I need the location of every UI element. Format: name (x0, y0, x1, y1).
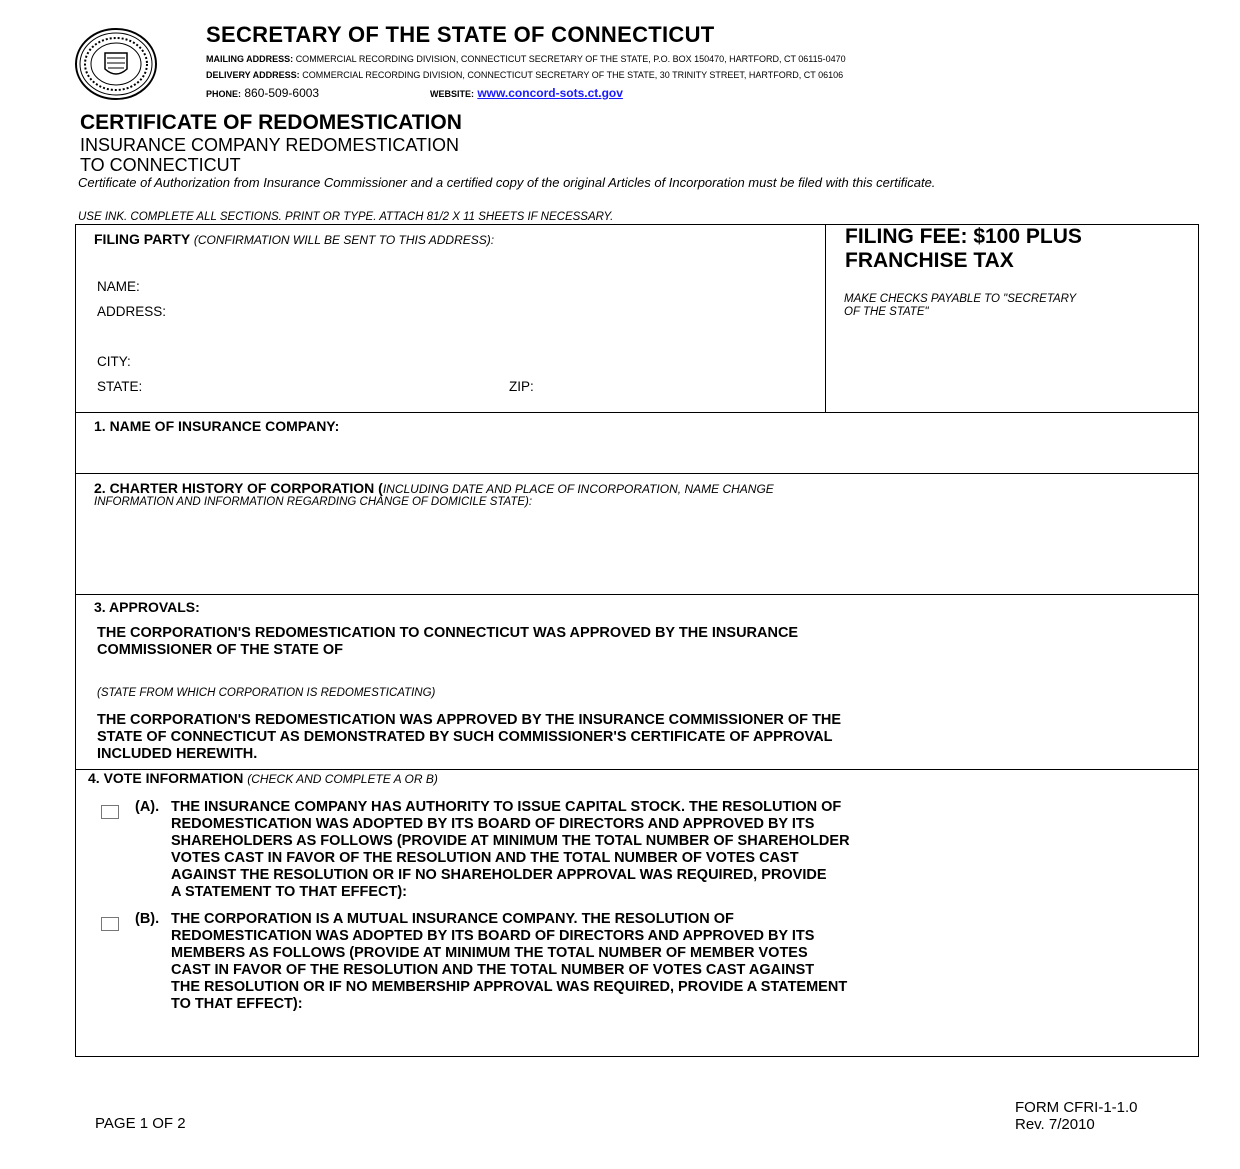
option-a-checkbox[interactable] (101, 805, 119, 819)
state-seal-logo (74, 27, 158, 101)
page-number: PAGE 1 OF 2 (95, 1115, 186, 1132)
delivery-address-label: DELIVERY ADDRESS: (206, 70, 300, 80)
section-3-label: 3. APPROVALS: (94, 599, 200, 615)
section-4-box (75, 770, 1199, 1057)
website-line (430, 86, 623, 100)
zip-field-label: ZIP: (509, 379, 534, 394)
option-b-marker: (B). (135, 911, 160, 927)
option-a-marker: (A). (135, 799, 160, 815)
section-3-state-note: (STATE FROM WHICH CORPORATION IS REDOMESTICATING) (97, 687, 436, 699)
section-3-ct-approval-text: THE CORPORATION'S REDOMESTICATION WAS APPROVED BY THE INSURANCE COMMISSIONER OF THE STATE OF CONNECTICUT AS DEMONSTRATED BY SUCH COMMISSIONER'S CERTIFICATE OF APPROVAL INCLUDED HEREWITH. (97, 712, 842, 762)
section-2-label: 2. CHARTER HISTORY OF CORPORATION (INCLUDING DATE AND PLACE OF INCORPORATION, NAME CHANGE (94, 480, 774, 496)
filing-fee-line-2: FRANCHISE TAX (845, 249, 1014, 272)
option-b-text: THE CORPORATION IS A MUTUAL INSURANCE COMPANY. THE RESOLUTION OF REDOMESTICATION WAS ADOPTED BY ITS BOARD OF DIRECTORS AND APPROVED BY ITS MEMBERS AS FOLLOWS (PROVIDE AT MINIMUM THE TOTAL NUMBER OF MEMBER VOTES CAST IN FAVOR OF THE RESOLUTION AND THE TOTAL NUMBER OF VOTES CAST AGAINST THE RESOLUTION OR IF NO MEMBERSHIP APPROVAL WAS REQUIRED, PROVIDE A STATEMENT TO THAT EFFECT): (171, 911, 848, 1012)
section-4-label: 4. VOTE INFORMATION (CHECK AND COMPLETE A OR B) (88, 770, 438, 786)
address-field-label: ADDRESS: (97, 304, 167, 319)
delivery-address (206, 70, 843, 80)
name-field-label: NAME: (97, 279, 140, 294)
section-2-box (75, 474, 1199, 595)
document-subtitle-1: INSURANCE COMPANY REDOMESTICATION (80, 135, 460, 155)
mailing-address (206, 54, 846, 64)
agency-title: SECRETARY OF THE STATE OF CONNECTICUT (206, 22, 715, 47)
section-2-note-2: INFORMATION AND INFORMATION REGARDING CHANGE OF DOMICILE STATE): (94, 496, 533, 508)
phone-value: 860-509-6003 (244, 86, 320, 100)
section-3-box (75, 595, 1199, 770)
section-1-box (75, 413, 1199, 474)
phone-line (206, 86, 319, 100)
option-a-text: THE INSURANCE COMPANY HAS AUTHORITY TO ISSUE CAPITAL STOCK. THE RESOLUTION OF REDOMESTICATION WAS ADOPTED BY ITS BOARD OF DIRECTORS AND APPROVED BY ITS SHAREHOLDERS AS FOLLOWS (PROVIDE AT MINIMUM THE TOTAL NUMBER OF SHAREHOLDER VOTES CAST IN FAVOR OF THE RESOLUTION AND THE TOTAL NUMBER OF VOTES CAST AGAINST THE RESOLUTION OR IF NO SHAREHOLDER APPROVAL WAS REQUIRED, PROVIDE A STATEMENT TO THAT EFFECT): (171, 799, 850, 900)
filing-party-box (75, 224, 1199, 413)
checks-payable-note: MAKE CHECKS PAYABLE TO "SECRETARY OF THE STATE" (844, 293, 1077, 318)
website-label: WEBSITE: (430, 89, 474, 99)
filing-party-label: FILING PARTY (CONFIRMATION WILL BE SENT TO THIS ADDRESS): (94, 231, 495, 247)
filing-note: Certificate of Authorization from Insurance Commissioner and a certified copy of the original Articles of Incorporation must be filed with this certificate. (78, 175, 936, 190)
box-divider (825, 225, 826, 413)
mailing-address-value: COMMERCIAL RECORDING DIVISION, CONNECTICUT SECRETARY OF THE STATE, P.O. BOX 150470, HARTFORD, CT 06115-0470 (295, 54, 846, 64)
ink-instructions: USE INK. COMPLETE ALL SECTIONS. PRINT OR TYPE. ATTACH 81/2 X 11 SHEETS IF NECESSARY. (78, 211, 614, 223)
section-4-note: (CHECK AND COMPLETE A OR B) (247, 772, 438, 786)
filing-fee-line-1: FILING FEE: $100 PLUS (845, 225, 1082, 248)
section-1-label: 1. NAME OF INSURANCE COMPANY: (94, 418, 340, 434)
city-field-label: CITY: (97, 354, 131, 369)
revision-date: Rev. 7/2010 (1015, 1116, 1095, 1133)
website-link[interactable]: www.concord-sots.ct.gov (477, 86, 623, 100)
document-subtitle-2: TO CONNECTICUT (80, 155, 241, 175)
filing-fee (845, 225, 1082, 273)
section-2-note-1: INCLUDING DATE AND PLACE OF INCORPORATION, NAME CHANGE (382, 482, 774, 496)
state-field-label: STATE: (97, 379, 143, 394)
mailing-address-label: MAILING ADDRESS: (206, 54, 294, 64)
filing-party-note: (CONFIRMATION WILL BE SENT TO THIS ADDRESS): (193, 233, 495, 247)
form-number: FORM CFRI-1-1.0 Rev. 7/2010 (1015, 1099, 1138, 1133)
phone-label: PHONE: (206, 89, 242, 99)
document-title: CERTIFICATE OF REDOMESTICATION (80, 111, 462, 134)
delivery-address-value: COMMERCIAL RECORDING DIVISION, CONNECTICUT SECRETARY OF THE STATE, 30 TRINITY STREET, HARTFORD, CT 06106 (302, 70, 844, 80)
section-3-approval-text: THE CORPORATION'S REDOMESTICATION TO CONNECTICUT WAS APPROVED BY THE INSURANCE COMMISSIONER OF THE STATE OF (97, 625, 799, 658)
option-b-checkbox[interactable] (101, 917, 119, 931)
